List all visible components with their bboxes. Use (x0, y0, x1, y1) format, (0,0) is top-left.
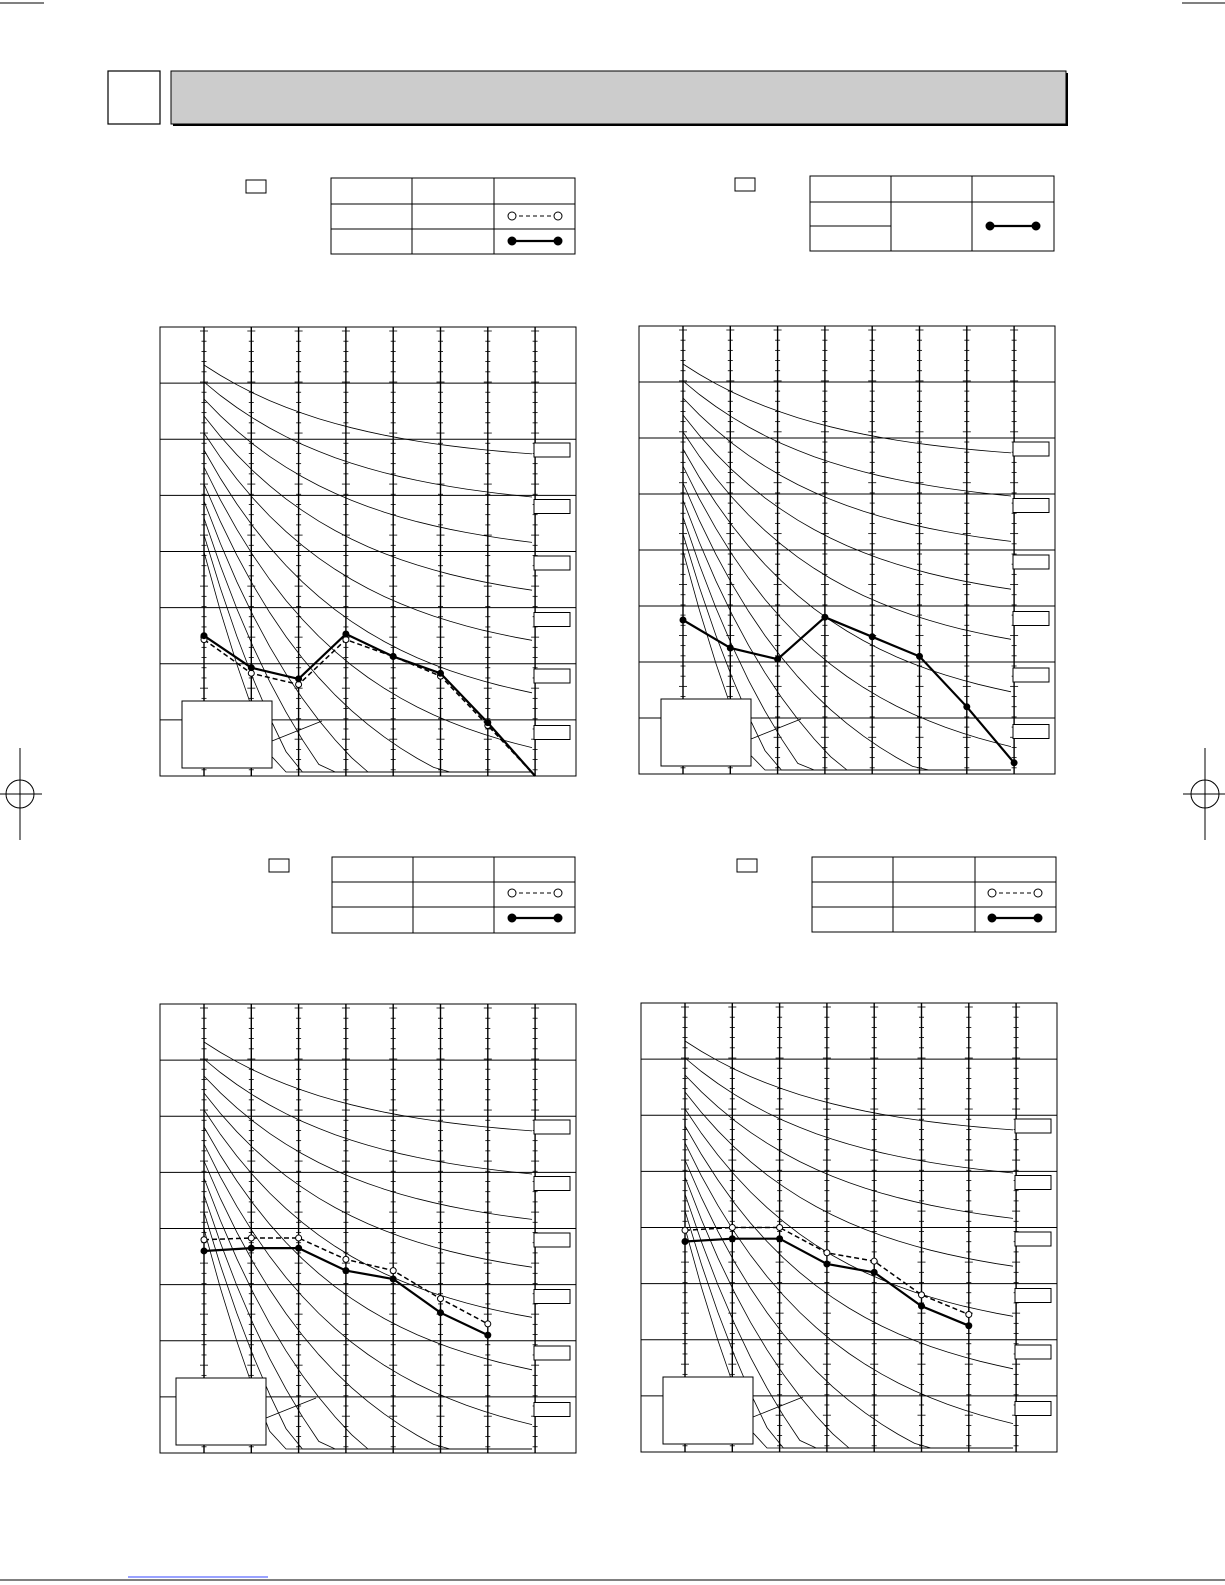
curve-label-box (1015, 1402, 1051, 1416)
legend-3-dashed-sample (508, 889, 562, 897)
data-point (729, 1236, 735, 1242)
chart-1 (160, 327, 576, 776)
data-point (390, 653, 396, 659)
data-point (1011, 760, 1017, 766)
note-box (663, 1377, 753, 1444)
header-title-bar (171, 71, 1066, 124)
data-point (390, 1268, 396, 1274)
note-box (176, 1378, 266, 1445)
data-point (871, 1269, 877, 1275)
data-point (438, 670, 444, 676)
data-point (822, 614, 828, 620)
chart-2 (639, 326, 1055, 774)
curve-label-box (1015, 1289, 1051, 1303)
data-point (966, 1323, 972, 1329)
curve-label-box (534, 613, 570, 627)
data-point (296, 1235, 302, 1241)
curve-label-box (534, 1346, 570, 1360)
curve-label-box (1015, 1232, 1051, 1246)
data-point (775, 656, 781, 662)
data-point (343, 631, 349, 637)
curve-label-box (1013, 668, 1049, 682)
legend-2-tag (735, 178, 755, 191)
data-point (248, 670, 254, 676)
curve-label-box (1013, 612, 1049, 626)
legend-1-tag (246, 180, 266, 193)
curve-label-box (1015, 1119, 1051, 1133)
legend-table-4 (737, 857, 1056, 932)
legend-table-3 (269, 857, 575, 933)
curve-label-box (534, 500, 570, 514)
data-point (824, 1261, 830, 1267)
data-point (680, 617, 686, 623)
data-point (296, 1245, 302, 1251)
curve-label-box (534, 1403, 570, 1417)
note-box (182, 701, 272, 768)
data-point (727, 645, 733, 651)
data-point (871, 1258, 877, 1264)
legend-4-solid-sample (988, 914, 1042, 922)
legend-3-tag (269, 859, 289, 872)
data-point (777, 1236, 783, 1242)
data-point (729, 1225, 735, 1231)
curve-label-box (1013, 499, 1049, 513)
curve-label-box (1015, 1345, 1051, 1359)
curve-label-box (1013, 442, 1049, 456)
data-point (966, 1311, 972, 1317)
data-point (296, 682, 302, 688)
curve-label-box (534, 1233, 570, 1247)
data-point (824, 1250, 830, 1256)
legend-2-solid-sample (986, 222, 1040, 230)
header-number-box (108, 71, 160, 124)
chart-4 (641, 1003, 1057, 1452)
data-point (201, 633, 207, 639)
data-point (438, 1296, 444, 1302)
data-point (964, 704, 970, 710)
data-point (919, 1303, 925, 1309)
data-point (485, 1332, 491, 1338)
curve-label-box (534, 1120, 570, 1134)
data-point (343, 1256, 349, 1262)
data-point (917, 653, 923, 659)
curve-label-box (534, 1177, 570, 1191)
chart-3 (160, 1004, 576, 1453)
data-point (682, 1227, 688, 1233)
curve-label-box (534, 1290, 570, 1304)
curve-label-box (1013, 555, 1049, 569)
legend-4-tag (737, 859, 757, 872)
legend-4-dashed-sample (988, 889, 1042, 897)
legend-table-1 (246, 178, 575, 254)
data-point (777, 1225, 783, 1231)
data-point (248, 1235, 254, 1241)
legend-1-solid-sample (508, 237, 562, 245)
note-box (661, 699, 751, 766)
data-point (485, 720, 491, 726)
legend-3-solid-sample (508, 914, 562, 922)
curve-label-box (534, 556, 570, 570)
curve-label-box (1013, 725, 1049, 739)
data-point (248, 665, 254, 671)
data-point (248, 1245, 254, 1251)
page-header (108, 71, 1068, 126)
curve-label-box (534, 726, 570, 740)
data-point (201, 1237, 207, 1243)
data-point (343, 637, 349, 643)
curve-label-box (534, 669, 570, 683)
data-point (919, 1292, 925, 1298)
data-point (485, 1321, 491, 1327)
curve-label-box (534, 443, 570, 457)
data-point (296, 676, 302, 682)
data-point (682, 1239, 688, 1245)
data-point (201, 1248, 207, 1254)
data-point (869, 634, 875, 640)
curve-label-box (1015, 1176, 1051, 1190)
data-point (438, 1310, 444, 1316)
data-point (343, 1268, 349, 1274)
data-point (390, 1276, 396, 1282)
legend-1-dashed-sample (508, 212, 562, 220)
legend-table-2 (735, 176, 1054, 251)
